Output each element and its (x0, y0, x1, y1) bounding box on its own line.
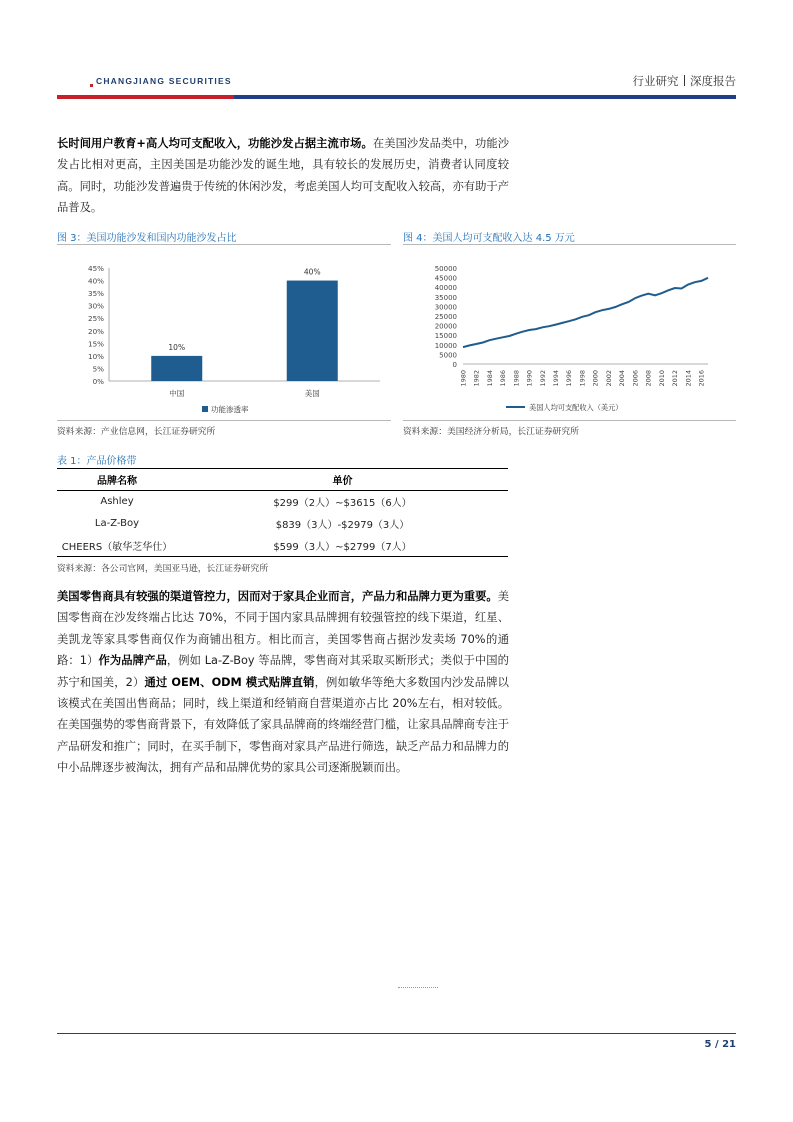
y-tick-label: 15000 (434, 332, 457, 341)
x-tick-label: 2014 (684, 370, 693, 387)
y-tick-label: 0 (452, 361, 457, 369)
x-tick-label: 1996 (565, 370, 574, 387)
y-tick-label: 15% (88, 339, 104, 349)
x-tick-label: 1988 (512, 370, 521, 387)
body-bold-1: 美国零售商具有较强的渠道管控力，因而对于家具企业而言，产品力和品牌力更为重要。 (57, 590, 498, 603)
bar (151, 356, 202, 381)
income-line-chart (403, 246, 736, 418)
y-tick-label: 40% (88, 276, 104, 286)
table-cell-brand: CHEERS（敏华芝华仕） (57, 535, 177, 557)
x-tick-label: 1994 (552, 370, 561, 387)
y-tick-label: 0% (92, 377, 104, 386)
y-tick-label: 10000 (434, 341, 457, 350)
y-tick-label: 35% (88, 289, 104, 299)
x-tick-label: 2008 (644, 370, 653, 387)
x-tick-label: 1990 (525, 370, 534, 387)
intro-bold: 长时间用户教育+高人均可支配收入，功能沙发占据主流市场。 (57, 137, 373, 150)
body-bold-3: 通过 OEM、ODM 模式贴牌直销 (144, 675, 315, 689)
x-tick-label: 2012 (671, 370, 680, 387)
y-tick-label: 35000 (434, 293, 457, 302)
x-tick-label: 2006 (631, 370, 640, 387)
intro-text: 在美国沙发品类中，功能沙发占比相对更高，主因美国是功能沙发的诞生地，具有较长的发展历史，消费者认同度较高。同时，功能沙发普遍贵于传统的休闲沙发，考虑美国人均可支配收入较高，亦有助于产品普及。 (57, 137, 509, 215)
x-tick-label: 2010 (657, 370, 666, 387)
figure4-source: 资料来源：美国经济分析局，长江证券研究所 (403, 427, 579, 437)
body-text-1: 美国零售商在沙发终端占比达 70%，不同于国内家具品牌拥有较强管控的线下渠道，红星、美凯龙等家具零售商仅作为商铺出租方。相比而言，美国零售商占据沙发卖场 70%的通路：1） (57, 590, 509, 668)
figure3-title: 图 3：美国功能沙发和国内功能沙发占比 (57, 233, 237, 244)
legend-swatch (202, 406, 208, 412)
body-paragraph (57, 586, 509, 779)
x-tick-label: 2004 (618, 370, 627, 387)
x-tick-label: 1980 (459, 370, 468, 387)
footer-rule (57, 1033, 736, 1034)
figure4-title: 图 4：美国人均可支配收入达 4.5 万元 (403, 233, 575, 244)
table-cell-brand: La-Z-Boy (94, 518, 140, 529)
company-logo: CHANGJIANG SECURITIES (96, 76, 232, 86)
series-line (463, 278, 708, 347)
y-tick-label: 5% (92, 364, 104, 374)
y-tick-label: 20000 (434, 322, 457, 331)
x-tick-label: 1986 (499, 370, 508, 387)
legend-label: 功能渗透率 (211, 405, 249, 414)
table-cell-price: $299（2人）~$3615（6人） (273, 498, 412, 510)
section-label: 行业研究 (632, 74, 679, 88)
report-category (633, 73, 737, 89)
data-label: 40% (303, 267, 321, 277)
y-tick-label: 10% (88, 351, 104, 361)
figure3-rule-bottom (57, 420, 391, 421)
y-tick-label: 45% (88, 264, 104, 273)
y-tick-label: 45000 (434, 274, 457, 283)
figure3-source: 资料来源：产业信息网，长江证券研究所 (57, 427, 216, 437)
y-tick-label: 30% (88, 301, 104, 311)
divider (684, 75, 686, 86)
table-header-brand: 品牌名称 (57, 469, 177, 491)
x-tick-label: 1982 (472, 370, 481, 387)
x-tick-label: 2016 (697, 370, 706, 387)
x-tick-label: 中国 (169, 389, 185, 398)
figure4-rule-bottom (403, 420, 736, 421)
figure3-rule-top (57, 244, 391, 245)
figure4-rule-top (403, 244, 736, 245)
logo-mark (90, 84, 93, 87)
y-tick-label: 30000 (434, 303, 457, 312)
intro-paragraph (57, 133, 509, 219)
header-bar-blue (234, 95, 736, 99)
table-row (57, 513, 508, 535)
y-tick-label: 40000 (434, 284, 457, 293)
y-tick-label: 20% (88, 326, 104, 336)
body-text-2: ，例如 La-Z-Boy 等品牌，零售商对其采取买断形式；类似于中国的苏宁和国美，2） (57, 654, 509, 689)
price-table (57, 468, 508, 557)
x-tick-label: 2000 (591, 370, 600, 387)
table1-title: 表 1：产品价格带 (57, 456, 137, 467)
data-label: 10% (168, 342, 186, 352)
table-row (57, 491, 508, 513)
page-number: 5 / 21 (704, 1039, 736, 1050)
report-type-label: 深度报告 (690, 74, 736, 88)
function-sofa-bar-chart (57, 246, 391, 418)
x-tick-label: 美国 (304, 389, 320, 398)
y-tick-label: 25% (88, 314, 104, 324)
body-bold-2: 作为品牌产品 (98, 654, 167, 668)
y-tick-label: 25000 (434, 313, 457, 321)
x-tick-label: 1984 (485, 370, 494, 387)
header-bar-red (57, 95, 234, 99)
table-header-price: 单价 (177, 469, 508, 491)
table1-source: 资料来源：各公司官网，美国亚马逊，长江证券研究所 (57, 564, 269, 574)
table-cell-price: $839（3人）-$2979（3人） (275, 520, 410, 531)
y-tick-label: 5000 (439, 351, 457, 360)
y-tick-label: 50000 (434, 265, 457, 273)
body-text-3: ，例如敏华等绝大多数国内沙发品牌以该模式在美国出售商品；同时，线上渠道和经销商自营渠道亦占比 20%左右，相对较低。在美国强势的零售商背景下，有效降低了家具品牌商的终端经营门槛，让家具品牌商专注于产品研发和推广；同时，在买手制下，零售商对家具产品进行筛选，缺乏产品力和品牌力的中小品牌逐步被淘汰，拥有产品和品牌优势的家具公司逐渐脱颖而出。 (57, 675, 509, 775)
bar (287, 281, 338, 381)
legend-label: 美国人均可支配收入（美元） (529, 403, 623, 412)
x-tick-label: 1992 (538, 370, 547, 387)
table-row (57, 535, 508, 557)
x-tick-label: 2002 (604, 370, 613, 387)
footer-separator (398, 987, 438, 988)
x-tick-label: 1998 (578, 370, 587, 387)
table-header-row (57, 469, 508, 491)
table-cell-brand: Ashley (100, 496, 134, 508)
table-cell-price: $599（3人）~$2799（7人） (177, 535, 508, 557)
